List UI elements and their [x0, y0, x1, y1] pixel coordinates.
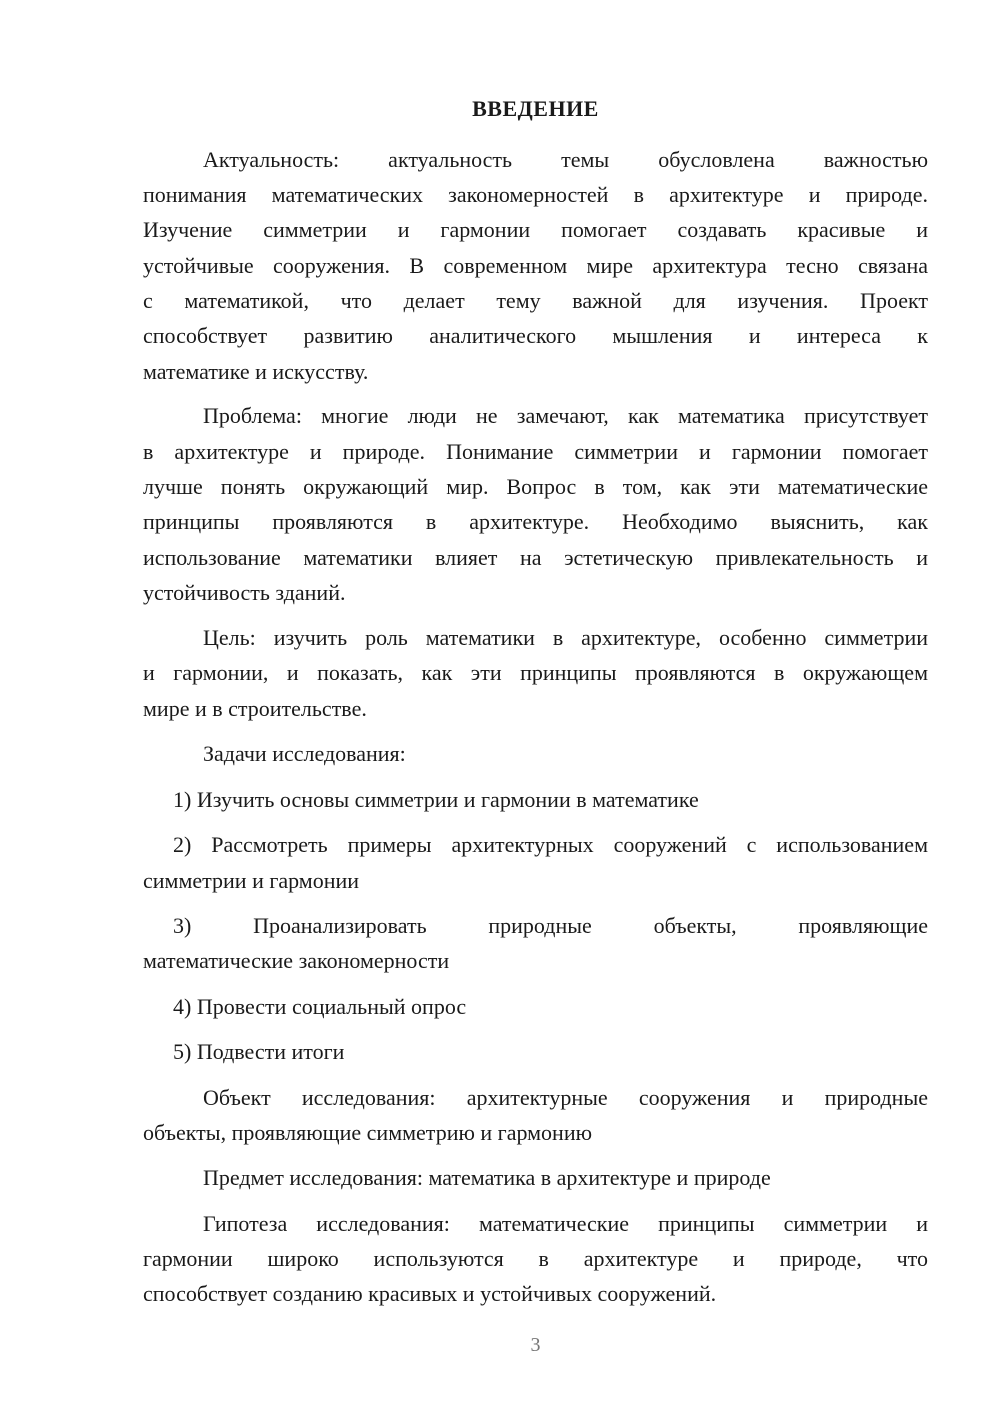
paragraph-line: объекты, проявляющие симметрию и гармонию: [143, 1120, 593, 1145]
paragraph-line: Изучение симметрии и гармонии помогает создавать красивые и: [143, 217, 928, 242]
paragraph-line: способствует созданию красивых и устойчивых сооружений.: [143, 1281, 717, 1306]
paragraph-line: Цель: изучить роль математики в архитектуре, особенно симметрии: [203, 625, 928, 650]
task-item: 4) Провести социальный опрос: [173, 994, 467, 1019]
paragraph-line: устойчивость зданий.: [143, 580, 346, 605]
task-item: 5) Подвести итоги: [173, 1039, 345, 1064]
paragraph-line: принципы проявляются в архитектуре. Необходимо выяснить, как: [143, 509, 928, 534]
paragraph-line: Предмет исследования: математика в архитектуре и природе: [203, 1165, 771, 1190]
paragraph-line: Объект исследования: архитектурные сооружения и природные: [203, 1085, 928, 1110]
paragraph-line: в архитектуре и природе. Понимание симметрии и гармонии помогает: [143, 439, 928, 464]
paragraph-line: и гармонии, и показать, как эти принципы проявляются в окружающем: [143, 660, 928, 685]
paragraph-line: лучше понять окружающий мир. Вопрос в том, как эти математические: [143, 474, 928, 499]
task-item: 1) Изучить основы симметрии и гармонии в математике: [173, 787, 699, 812]
page-number: 3: [530, 1334, 541, 1356]
paragraph-line: Проблема: многие люди не замечают, как математика присутствует: [203, 403, 928, 428]
page-title: ВВЕДЕНИЕ: [472, 96, 599, 121]
paragraph-line: Гипотеза исследования: математические принципы симметрии и: [203, 1211, 928, 1236]
paragraph-line: с математикой, что делает тему важной для изучения. Проект: [143, 288, 928, 313]
paragraph-line: использование математики влияет на эстетическую привлекательность и: [143, 545, 928, 570]
paragraph-line: устойчивые сооружения. В современном мире архитектура тесно связана: [143, 253, 928, 278]
task-item: 2) Рассмотреть примеры архитектурных сооружений с использованием: [173, 832, 928, 857]
task-item: 3) Проанализировать природные объекты, проявляющие: [173, 913, 928, 938]
paragraph-line: математике и искусству.: [143, 359, 369, 384]
document-page: [143, 0, 928, 1414]
task-item-continuation: симметрии и гармонии: [143, 868, 360, 893]
paragraph-line: способствует развитию аналитического мышления и интереса к: [143, 323, 928, 348]
paragraph-line: понимания математических закономерностей в архитектуре и природе.: [143, 182, 928, 207]
tasks-heading: Задачи исследования:: [203, 741, 406, 766]
paragraph-line: мире и в строительстве.: [143, 696, 367, 721]
task-item-continuation: математические закономерности: [143, 948, 450, 973]
paragraph-line: гармонии широко используются в архитектуре и природе, что: [143, 1246, 928, 1271]
paragraph-line: Актуальность: актуальность темы обусловлена важностью: [203, 147, 928, 172]
